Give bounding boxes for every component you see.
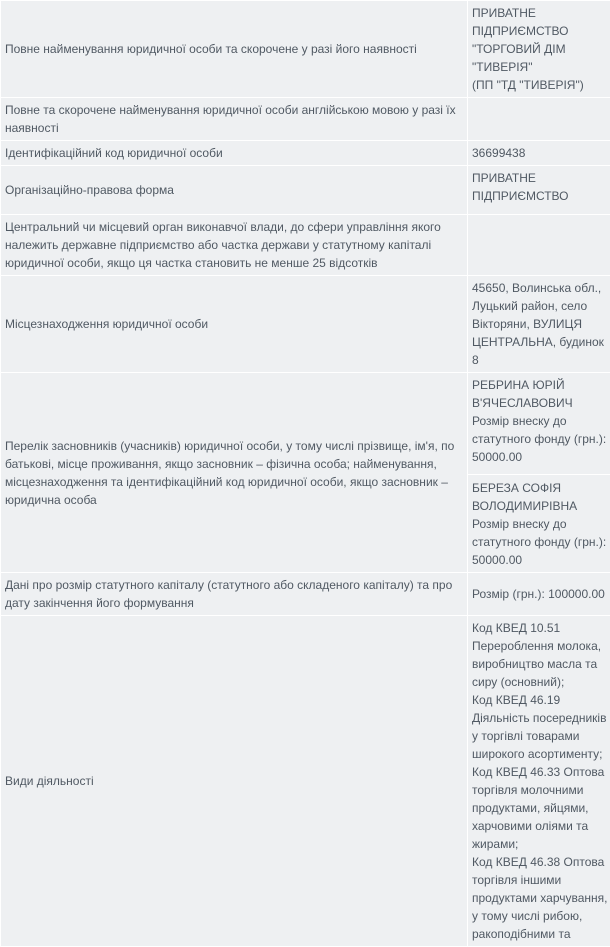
label-english-name: Повне та скорочене найменування юридичної особи англійською мовою у разі їх наявності xyxy=(1,98,468,141)
label-address: Місцезнаходження юридичної особи xyxy=(1,276,468,373)
label-activities: Види діяльності xyxy=(1,616,468,947)
row-founders xyxy=(1,373,610,573)
activity-item: Код КВЕД 46.33 Оптова торгівля молочними продуктами, яйцями, харчовими оліями та жирами; xyxy=(472,763,608,853)
label-authority: Центральний чи місцевий орган виконавчої влади, до сфери управління якого належить державне підприємство або частка держави у статутному капіталі юридичної особи, якщо ця частка становить не менше 25 відсотків xyxy=(1,215,468,276)
value-english-name xyxy=(468,98,610,141)
founder-name: РЕБРИНА ЮРІЙ В'ЯЧЕСЛАВОВИЧ xyxy=(472,376,608,412)
activity-item: Код КВЕД 46.19 Діяльність посередників у торгівлі товарами широкого асортименту; xyxy=(472,691,608,763)
row-capital xyxy=(1,573,610,616)
value-id-code: 36699438 xyxy=(468,141,610,166)
label-founders: Перелік засновників (учасників) юридичної особи, у тому числі прізвище, ім'я, по батькові, місце проживання, якщо засновник – фізична особа; найменування, місцезнаходження та ідентифікаційний код юридичної особи, якщо засновник – юридична особа xyxy=(1,373,468,573)
row-legal-form xyxy=(1,166,610,215)
founder-contribution: Розмір внеску до статутного фонду (грн.): 50000.00 xyxy=(472,412,608,466)
activity-item: Код КВЕД 46.38 Оптова торгівля іншими продуктами харчування, у тому числі рибою, ракоподібними та xyxy=(472,853,608,943)
row-english-name xyxy=(1,98,610,141)
value-capital: Розмір (грн.): 100000.00 xyxy=(468,573,610,616)
row-activities xyxy=(1,616,610,947)
value-full-name xyxy=(468,1,610,98)
label-full-name: Повне найменування юридичної особи та скорочене у разі його наявності xyxy=(1,1,468,98)
full-name-text: ПРИВАТНЕ ПІДПРИЄМСТВО "ТОРГОВИЙ ДІМ "ТИВЕРІЯ" (ПП "ТД "ТИВЕРІЯ") xyxy=(472,4,608,94)
legal-form-text: ПРИВАТНЕ ПІДПРИЄМСТВО xyxy=(472,169,608,205)
value-authority xyxy=(468,215,610,276)
value-activities xyxy=(468,616,610,947)
value-address: 45650, Волинська обл., Луцький район, село Вікторяни, ВУЛИЦЯ ЦЕНТРАЛЬНА, будинок 8 xyxy=(468,276,610,373)
activity-item: Код КВЕД 10.51 Перероблення молока, виробництво масла та сиру (основний); xyxy=(472,619,608,691)
founder-name: БЕРЕЗА СОФІЯ ВОЛОДИМИРІВНА xyxy=(472,479,608,515)
label-id-code: Ідентифікаційний код юридичної особи xyxy=(1,141,468,166)
value-legal-form xyxy=(468,166,610,215)
row-id-code xyxy=(1,141,610,166)
row-authority xyxy=(1,215,610,276)
founder-contribution: Розмір внеску до статутного фонду (грн.): 50000.00 xyxy=(472,515,608,569)
label-legal-form: Організаційно-правова форма xyxy=(1,166,468,215)
row-full-name xyxy=(1,1,610,98)
label-capital: Дані про розмір статутного капіталу (статутного або складеного капіталу) та про дату закінчення його формування xyxy=(1,573,468,616)
value-founders xyxy=(468,373,610,573)
row-address xyxy=(1,276,610,373)
